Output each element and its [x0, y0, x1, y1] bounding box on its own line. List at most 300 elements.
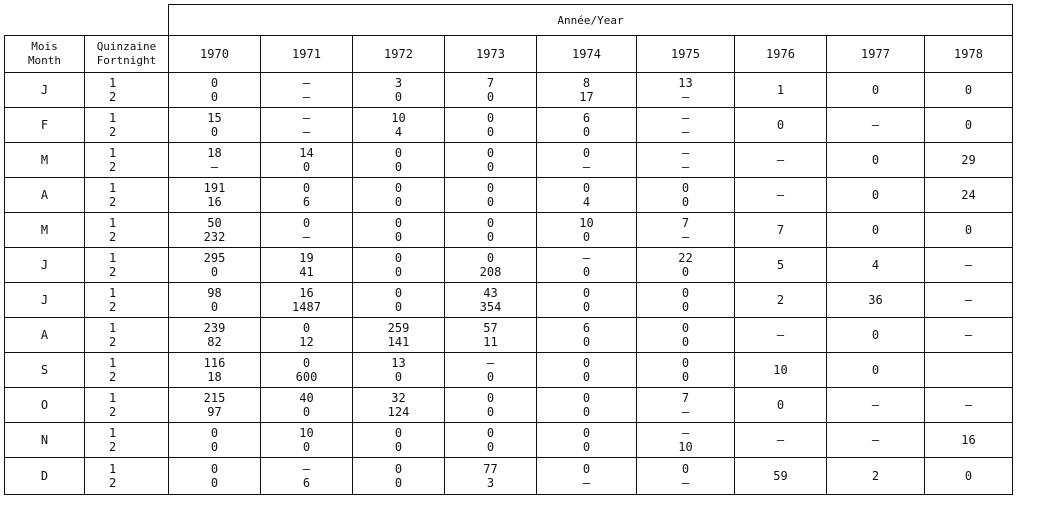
value-entry: 0: [210, 90, 219, 104]
value-entry: 82: [207, 335, 222, 349]
value-entry: 0: [582, 125, 591, 139]
value-cell: [261, 143, 353, 178]
value-entry: 57: [483, 321, 498, 335]
value-cell: 59: [735, 458, 827, 495]
year-header: 1972: [353, 36, 445, 73]
value-cell: [169, 353, 261, 388]
value-entry: 4: [394, 125, 403, 139]
value-entry: 0: [394, 181, 403, 195]
value-cell: [353, 423, 445, 458]
value-entry: 0: [681, 300, 690, 314]
month-cell: J: [5, 283, 85, 318]
value-entry: 600: [295, 370, 318, 384]
value-entry: 0: [394, 476, 403, 490]
value-entry: 3: [486, 476, 495, 490]
value-cell: [353, 388, 445, 423]
value-cell: –: [735, 318, 827, 353]
value-cell: [353, 108, 445, 143]
value-cell: [537, 213, 637, 248]
value-cell: [261, 283, 353, 318]
value-cell: [445, 318, 537, 353]
month-cell: D: [5, 458, 85, 495]
value-cell: [637, 108, 735, 143]
value-entry: 0: [681, 286, 690, 300]
fortnight-cell: [85, 143, 169, 178]
fortnight-cell: [85, 108, 169, 143]
value-cell: [445, 458, 537, 495]
value-cell: 2: [735, 283, 827, 318]
value-entry: 7: [486, 76, 495, 90]
fortnight-number: 2: [109, 476, 117, 490]
value-cell: 0: [735, 388, 827, 423]
table-row: [5, 143, 1013, 178]
value-entry: 0: [486, 405, 495, 419]
value-cell: 36: [827, 283, 925, 318]
fortnight-number: 1: [109, 76, 117, 90]
value-cell: [261, 213, 353, 248]
fortnight-number: 2: [109, 195, 117, 209]
fortnight-cell: [85, 73, 169, 108]
value-cell: –: [827, 108, 925, 143]
value-entry: 18: [207, 370, 222, 384]
value-cell: 0: [925, 213, 1013, 248]
value-cell: –: [827, 423, 925, 458]
fortnight-number: 2: [109, 300, 117, 314]
value-entry: 239: [203, 321, 226, 335]
value-entry: 0: [486, 90, 495, 104]
value-entry: –: [210, 160, 219, 174]
value-cell: [261, 388, 353, 423]
value-entry: 43: [483, 286, 498, 300]
value-entry: 0: [394, 265, 403, 279]
value-entry: 116: [203, 356, 226, 370]
value-entry: –: [681, 476, 690, 490]
year-header: 1973: [445, 36, 537, 73]
fortnight-cell: [85, 248, 169, 283]
value-entry: 15: [207, 111, 222, 125]
value-cell: [169, 248, 261, 283]
value-entry: 0: [486, 125, 495, 139]
value-entry: 0: [302, 405, 311, 419]
value-entry: 0: [486, 160, 495, 174]
value-cell: [169, 143, 261, 178]
value-entry: 14: [299, 146, 314, 160]
value-entry: 0: [210, 125, 219, 139]
value-entry: 10: [678, 440, 693, 454]
value-entry: 0: [582, 146, 591, 160]
value-entry: –: [681, 90, 690, 104]
value-cell: [169, 458, 261, 495]
fortnight-number: 1: [109, 146, 117, 160]
fortnight-column-header: Quinzaine Fortnight: [85, 36, 169, 73]
value-entry: –: [681, 125, 690, 139]
fortnight-number: 1: [109, 356, 117, 370]
table-row: [5, 388, 1013, 423]
value-cell: [537, 388, 637, 423]
value-cell: [353, 213, 445, 248]
value-entry: 0: [486, 426, 495, 440]
value-cell: [353, 353, 445, 388]
value-entry: –: [302, 90, 311, 104]
value-entry: –: [302, 462, 311, 476]
value-cell: [537, 458, 637, 495]
fortnight-number: 2: [109, 265, 117, 279]
value-entry: 0: [486, 146, 495, 160]
fortnight-cell: [85, 178, 169, 213]
value-entry: 7: [681, 391, 690, 405]
month-cell: A: [5, 178, 85, 213]
value-entry: 4: [582, 195, 591, 209]
value-cell: 10: [735, 353, 827, 388]
year-header: 1976: [735, 36, 827, 73]
value-entry: 1487: [292, 300, 321, 314]
value-entry: 0: [302, 181, 311, 195]
value-entry: 0: [210, 265, 219, 279]
table-row: [5, 423, 1013, 458]
fortnight-cell: [85, 458, 169, 495]
value-entry: 7: [681, 216, 690, 230]
value-entry: 0: [582, 286, 591, 300]
fortnight-cell: [85, 318, 169, 353]
value-entry: 0: [582, 300, 591, 314]
year-header: 1971: [261, 36, 353, 73]
value-entry: –: [302, 111, 311, 125]
value-entry: 11: [483, 335, 498, 349]
value-cell: –: [735, 143, 827, 178]
value-cell: 0: [827, 143, 925, 178]
value-entry: 3: [394, 76, 403, 90]
value-cell: [169, 108, 261, 143]
value-cell: –: [925, 318, 1013, 353]
value-entry: 0: [486, 195, 495, 209]
value-cell: [537, 318, 637, 353]
value-entry: 16: [207, 195, 222, 209]
table-row: [5, 178, 1013, 213]
fortnight-cell: [85, 353, 169, 388]
value-cell: [537, 143, 637, 178]
value-entry: 6: [302, 476, 311, 490]
value-entry: 0: [302, 160, 311, 174]
month-cell: J: [5, 73, 85, 108]
fortnight-number: 2: [109, 405, 117, 419]
year-header: 1974: [537, 36, 637, 73]
value-entry: 0: [394, 195, 403, 209]
value-cell: [445, 248, 537, 283]
value-entry: 18: [207, 146, 222, 160]
month-cell: F: [5, 108, 85, 143]
value-entry: 0: [582, 426, 591, 440]
value-entry: 0: [582, 181, 591, 195]
value-cell: 24: [925, 178, 1013, 213]
fortnight-cell: [85, 283, 169, 318]
table-row: [5, 213, 1013, 248]
value-cell: [637, 73, 735, 108]
value-entry: 40: [299, 391, 314, 405]
value-entry: 0: [394, 440, 403, 454]
value-cell: [445, 388, 537, 423]
blank-corner: [5, 5, 169, 36]
value-cell: [445, 213, 537, 248]
value-cell: [445, 108, 537, 143]
value-entry: –: [582, 160, 591, 174]
value-cell: [353, 318, 445, 353]
value-cell: 0: [925, 458, 1013, 495]
value-cell: 0: [925, 73, 1013, 108]
value-cell: [261, 248, 353, 283]
value-cell: [261, 108, 353, 143]
value-cell: [169, 73, 261, 108]
value-cell: [925, 353, 1013, 388]
value-entry: 0: [210, 300, 219, 314]
value-entry: 0: [486, 111, 495, 125]
value-cell: 0: [925, 108, 1013, 143]
value-cell: [445, 143, 537, 178]
value-entry: 0: [582, 391, 591, 405]
value-cell: [637, 388, 735, 423]
fortnight-number: 1: [109, 391, 117, 405]
value-cell: 0: [827, 73, 925, 108]
value-entry: 0: [582, 405, 591, 419]
fortnight-cell: [85, 423, 169, 458]
value-cell: [261, 178, 353, 213]
value-entry: 0: [681, 370, 690, 384]
value-entry: 13: [391, 356, 406, 370]
value-entry: 215: [203, 391, 226, 405]
value-entry: 0: [582, 370, 591, 384]
value-entry: 0: [210, 426, 219, 440]
value-entry: 0: [486, 181, 495, 195]
value-entry: 0: [394, 90, 403, 104]
value-cell: –: [827, 388, 925, 423]
value-entry: –: [681, 146, 690, 160]
value-entry: 32: [391, 391, 406, 405]
value-cell: 0: [827, 318, 925, 353]
fortnight-number: 1: [109, 181, 117, 195]
value-entry: 208: [479, 265, 502, 279]
value-entry: 19: [299, 251, 314, 265]
value-cell: 29: [925, 143, 1013, 178]
value-cell: –: [925, 248, 1013, 283]
value-entry: 0: [394, 251, 403, 265]
table-row: [5, 458, 1013, 495]
table-row: [5, 353, 1013, 388]
value-cell: [169, 423, 261, 458]
month-cell: M: [5, 213, 85, 248]
value-entry: –: [302, 230, 311, 244]
value-entry: 124: [387, 405, 410, 419]
value-cell: [637, 458, 735, 495]
value-cell: [169, 388, 261, 423]
value-cell: [261, 318, 353, 353]
value-cell: –: [735, 423, 827, 458]
fortnight-number: 1: [109, 111, 117, 125]
value-entry: 0: [486, 440, 495, 454]
value-entry: 0: [582, 265, 591, 279]
value-cell: [261, 458, 353, 495]
value-entry: 0: [302, 440, 311, 454]
year-span-header: Année/Year: [169, 5, 1013, 36]
value-cell: [537, 178, 637, 213]
value-entry: 6: [582, 321, 591, 335]
month-cell: J: [5, 248, 85, 283]
value-entry: 10: [579, 216, 594, 230]
value-entry: 259: [387, 321, 410, 335]
month-cell: N: [5, 423, 85, 458]
value-entry: 0: [394, 216, 403, 230]
value-entry: –: [681, 111, 690, 125]
value-cell: 5: [735, 248, 827, 283]
value-cell: 1: [735, 73, 827, 108]
value-cell: 0: [827, 353, 925, 388]
value-entry: 0: [681, 321, 690, 335]
value-entry: 13: [678, 76, 693, 90]
table-row: [5, 108, 1013, 143]
value-entry: –: [302, 125, 311, 139]
value-cell: [637, 143, 735, 178]
month-cell: O: [5, 388, 85, 423]
value-cell: [169, 178, 261, 213]
fortnight-number: 1: [109, 321, 117, 335]
value-cell: [537, 353, 637, 388]
value-cell: [445, 73, 537, 108]
table-row: [5, 283, 1013, 318]
table-body: [5, 73, 1013, 495]
value-cell: [445, 353, 537, 388]
value-entry: 12: [299, 335, 314, 349]
value-entry: 98: [207, 286, 222, 300]
value-entry: 10: [391, 111, 406, 125]
value-cell: [445, 283, 537, 318]
value-cell: [637, 283, 735, 318]
value-entry: –: [681, 426, 690, 440]
value-entry: 6: [582, 111, 591, 125]
value-cell: 0: [735, 108, 827, 143]
value-cell: –: [735, 178, 827, 213]
value-cell: [169, 283, 261, 318]
value-cell: [445, 423, 537, 458]
value-cell: [261, 423, 353, 458]
value-entry: 0: [681, 265, 690, 279]
value-cell: –: [925, 388, 1013, 423]
fortnight-cell: [85, 213, 169, 248]
value-cell: [537, 423, 637, 458]
value-cell: [637, 353, 735, 388]
value-entry: –: [302, 76, 311, 90]
year-header: 1970: [169, 36, 261, 73]
value-entry: 0: [486, 216, 495, 230]
table-row: [5, 248, 1013, 283]
value-entry: 0: [681, 356, 690, 370]
value-cell: [353, 73, 445, 108]
value-entry: 0: [582, 462, 591, 476]
value-entry: 22: [678, 251, 693, 265]
value-entry: 141: [387, 335, 410, 349]
value-cell: 16: [925, 423, 1013, 458]
value-cell: [637, 318, 735, 353]
value-cell: 7: [735, 213, 827, 248]
month-cell: A: [5, 318, 85, 353]
year-header: 1977: [827, 36, 925, 73]
value-entry: 0: [582, 335, 591, 349]
value-cell: [353, 248, 445, 283]
value-entry: 10: [299, 426, 314, 440]
value-entry: 0: [302, 216, 311, 230]
fortnight-number: 1: [109, 426, 117, 440]
fortnight-number: 2: [109, 230, 117, 244]
value-cell: –: [925, 283, 1013, 318]
value-cell: [537, 248, 637, 283]
value-cell: [637, 178, 735, 213]
value-entry: 0: [681, 181, 690, 195]
value-cell: [537, 108, 637, 143]
value-cell: [637, 248, 735, 283]
value-cell: [353, 458, 445, 495]
value-entry: 0: [394, 300, 403, 314]
fortnight-number: 2: [109, 160, 117, 174]
value-entry: 17: [579, 90, 594, 104]
value-entry: 0: [486, 370, 495, 384]
value-entry: 0: [394, 230, 403, 244]
fortnight-number: 1: [109, 216, 117, 230]
value-entry: 41: [299, 265, 314, 279]
data-table: [4, 4, 1013, 495]
value-entry: –: [681, 230, 690, 244]
value-cell: 4: [827, 248, 925, 283]
value-entry: 0: [302, 321, 311, 335]
value-entry: 16: [299, 286, 314, 300]
fortnight-cell: [85, 388, 169, 423]
value-entry: 8: [582, 76, 591, 90]
value-entry: 0: [394, 426, 403, 440]
table-row: [5, 73, 1013, 108]
value-entry: –: [582, 476, 591, 490]
value-cell: [637, 423, 735, 458]
value-entry: 0: [486, 391, 495, 405]
year-header: 1978: [925, 36, 1013, 73]
value-entry: 6: [302, 195, 311, 209]
value-cell: 0: [827, 213, 925, 248]
year-header: 1975: [637, 36, 735, 73]
value-entry: 0: [582, 356, 591, 370]
value-entry: 0: [582, 230, 591, 244]
value-entry: 0: [394, 286, 403, 300]
month-column-header: Mois Month: [5, 36, 85, 73]
value-cell: [445, 178, 537, 213]
value-cell: 0: [827, 178, 925, 213]
month-cell: M: [5, 143, 85, 178]
value-cell: [169, 318, 261, 353]
fortnight-number: 1: [109, 251, 117, 265]
value-entry: 0: [681, 335, 690, 349]
value-cell: 2: [827, 458, 925, 495]
value-entry: 232: [203, 230, 226, 244]
value-entry: –: [681, 160, 690, 174]
value-entry: 0: [302, 356, 311, 370]
value-entry: 0: [210, 476, 219, 490]
value-entry: 191: [203, 181, 226, 195]
value-cell: [261, 353, 353, 388]
value-entry: –: [681, 405, 690, 419]
value-entry: 0: [210, 462, 219, 476]
value-cell: [537, 283, 637, 318]
value-entry: 0: [394, 462, 403, 476]
value-cell: [537, 73, 637, 108]
value-entry: 295: [203, 251, 226, 265]
value-cell: [353, 283, 445, 318]
value-entry: 0: [394, 146, 403, 160]
month-cell: S: [5, 353, 85, 388]
value-cell: [261, 73, 353, 108]
